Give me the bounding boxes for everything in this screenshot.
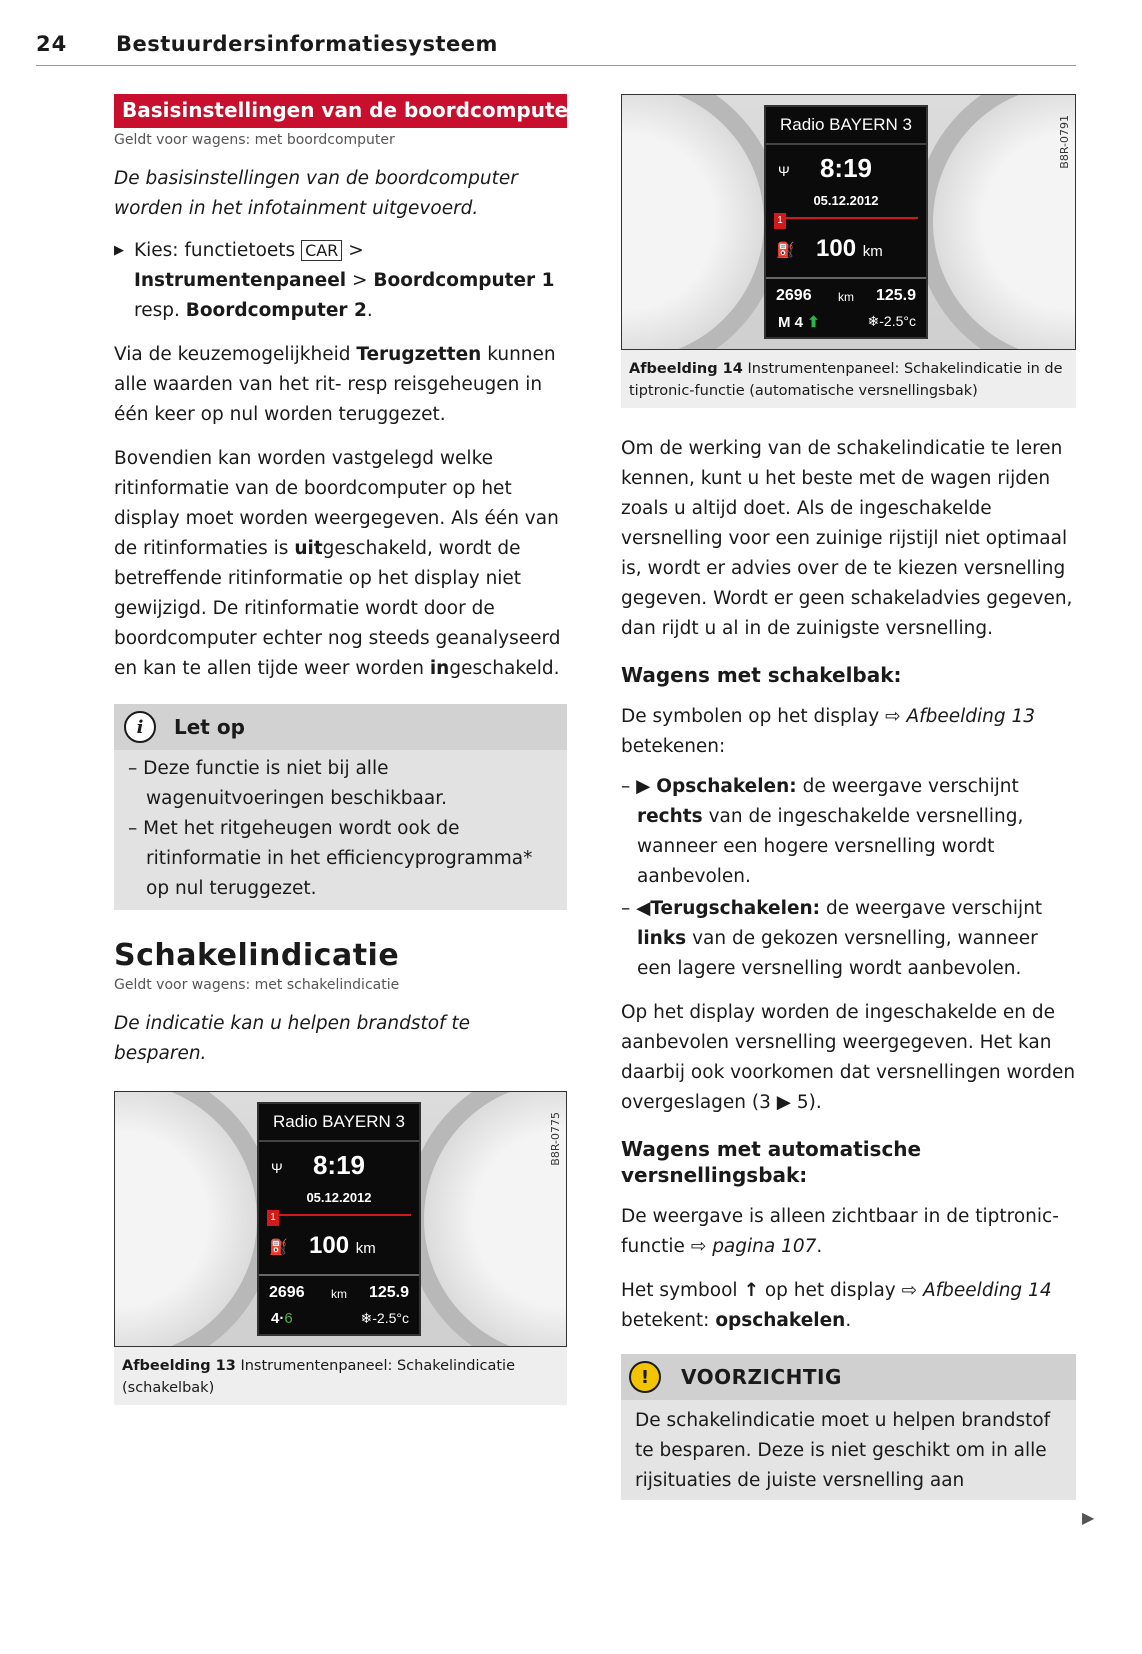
caution-box [621,1354,1076,1500]
page-number: 24 [36,32,68,56]
odometer-unit: km [331,1287,347,1301]
caution-label: VOORZICHTIG [681,1365,842,1389]
schakel-lead: De indicatie kan u helpen brandstof te besparen. [114,1013,471,1064]
outside-temperature: ❄-2.5°c [360,1310,409,1326]
note-item: – Deze functie is niet bij alle wagenuitvoeringen beschikbaar. [128,758,448,809]
section-title: Bestuurdersinformatiesysteem [116,32,498,56]
car-key: CAR [301,240,342,261]
note-label: Let op [174,715,245,739]
auto-heading: Wagens met automatische versnellingsbak: [621,1137,922,1187]
odometer: 2696 [776,287,812,304]
page-ref-link[interactable]: ⇨ pagina 107 [690,1236,817,1257]
list-item: – ◀Terugschakelen: de weergave verschijnt links van de gekozen versnelling, wanneer een lagere versnelling wordt aanbevolen. [621,898,1043,979]
manual-heading: Wagens met schakelbak: [621,663,902,687]
manual-intro: De symbolen op het display ⇨ Afbeelding 13 betekenen: [621,706,1036,757]
note-item: – Met het ritgeheugen wordt ook de ritinformatie in het efficiencyprogramma* op nul teruggezet. [128,818,533,899]
range-readout: 100 km [309,1232,376,1259]
basis-applies: Geldt voor wagens: met boordcomputer [114,132,395,148]
speedometer-gauge [114,1091,275,1347]
clock: 8:19 [312,1150,366,1180]
figure-13 [114,1091,567,1405]
figure-ref-link[interactable]: ⇨ Afbeelding 13 [885,706,1036,727]
basis-heading: Basisinstellingen van de boordcomputer [114,94,567,128]
warning-marker: 1 [774,213,786,229]
antenna-icon: Ψ [778,163,790,179]
gear-indicator: M 4 ⬆ [778,314,820,331]
schakel-heading: Schakelindicatie [114,938,400,973]
reset-paragraph: Via de keuzemogelijkheid Terugzetten kunnen alle waarden van het rit- resp reisgeheugen in één keer op nul worden teruggezet. [114,344,556,425]
schakel-applies: Geldt voor wagens: met schakelindicatie [114,977,400,993]
range-readout: 100 km [816,235,883,262]
odometer-unit: km [838,290,854,304]
symbol-paragraph: Het symbool ↑ op het display ⇨ Afbeelding 14 betekent: opschakelen. [621,1280,1052,1331]
triangle-bullet-icon: ▶ [114,243,124,258]
odometer: 2696 [269,1284,305,1301]
basis-lead: De basisinstellingen van de boordcomputer worden in het infotainment uitgevoerd. [114,168,518,219]
figure-code: B8R-0791 [1058,115,1071,169]
shift-symbol-list [621,772,1076,984]
info-icon: i [124,711,156,743]
gear-indicator: 4·6 [271,1310,293,1327]
intro-paragraph: Om de werking van de schakelindicatie te leren kennen, kunt u het beste met de wagen rijden zoals u altijd doet. Als de ingeschakelde versnelling voor een zuinige rijstijl niet optimaal is, wordt er advies over de te kiezen versnelling gegeven. Wordt er geen schakeladvies gegeven, dan rijdt u al in de zuinigste versnelling. [621,438,1073,639]
trip-meter: 125.9 [368,1284,409,1301]
figure-13-caption: Afbeelding 13 Instrumentenpaneel: Schakelindicatie (schakelbak) [122,1358,515,1396]
outside-temperature: ❄-2.5°c [867,313,916,329]
caution-text: De schakelindicatie moet u helpen brandstof te besparen. Deze is niet geschikt om in alle rijsituaties de juiste versnelling aan [635,1410,1051,1491]
figure-14-caption: Afbeelding 14 Instrumentenpaneel: Schakelindicatie in de tiptronic-functie (automatische versnellingsbak) [629,361,1063,399]
trip-meter: 125.9 [875,287,916,304]
fuel-pump-icon: ⛽ [776,242,795,259]
instruction-step: ▶ Kies: functietoets CAR > Instrumentenpaneel > Boordcomputer 1 resp. Boordcomputer 2. [114,236,567,326]
skip-paragraph: Op het display worden de ingeschakelde en de aanbevolen versnelling weergegeven. Het kan daarbij ook voorkomen dat versnellingen worden overgeslagen (3 ▶ 5). [621,1002,1076,1113]
auto-paragraph: De weergave is alleen zichtbaar in de tiptronic-functie ⇨ pagina 107. [621,1206,1059,1257]
up-arrow-icon: ↑ [743,1280,759,1301]
date: 05.12.2012 [813,193,879,208]
figure-14 [621,94,1076,408]
driver-display [257,1102,421,1336]
exclamation-icon: ! [629,1361,661,1393]
note-box [114,704,567,910]
instrument-panel-image [621,94,1076,350]
driver-display [764,105,928,339]
right-arrow-icon: ▶ [636,776,651,797]
speedometer-gauge [621,94,782,350]
left-arrow-icon: ◀ [636,898,651,919]
tripinfo-paragraph: Bovendien kan worden vastgelegd welke ritinformatie van de boordcomputer op het display moet worden weergegeven. Als één van de ritinformaties is uitgeschakeld, wordt de betreffende ritinformatie op het display niet gewijzigd. De ritinformatie wordt door de boordcomputer echter nog steeds geanalyseerd en kan te allen tijde weer worden ingeschakeld. [114,448,561,679]
radio-station: Radio BAYERN 3 [766,107,926,145]
figure-code: B8R-0775 [549,1112,562,1166]
date: 05.12.2012 [306,1190,372,1205]
instrument-panel-image [114,1091,567,1347]
right-column [621,94,1076,1500]
clock: 8:19 [819,153,873,183]
tachometer-gauge [406,1091,567,1347]
left-column [114,94,578,1405]
page-header [36,30,1076,66]
figure-ref-link[interactable]: ⇨ Afbeelding 14 [901,1280,1052,1301]
list-item: – ▶ Opschakelen: de weergave verschijnt rechts van de ingeschakelde versnelling, wanneer een hogere versnelling wordt aanbevolen. [621,776,1024,887]
fuel-pump-icon: ⛽ [269,1239,288,1256]
antenna-icon: Ψ [271,1160,283,1176]
upshift-arrow-icon: ⬆ [807,314,820,331]
warning-marker: 1 [267,1210,279,1226]
continue-arrow-icon: ▶ [1082,1508,1095,1527]
tachometer-gauge [915,94,1076,350]
radio-station: Radio BAYERN 3 [259,1104,419,1142]
